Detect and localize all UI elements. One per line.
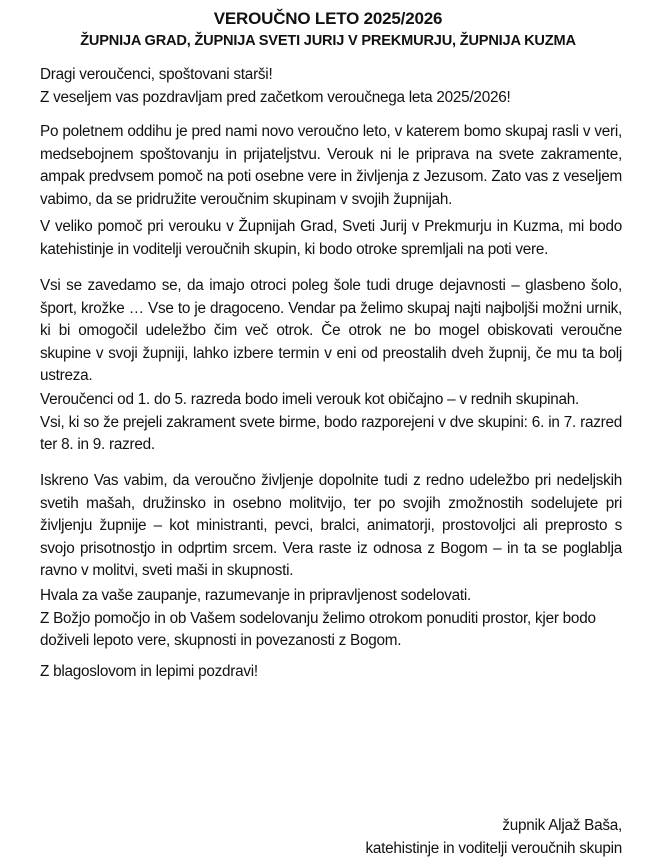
paragraph-catechists: V veliko pomoč pri verouku v Župnijah Grad, Sveti Jurij v Prekmurju in Kuzma, mi bodo katehistinje in voditelji veroučnih skupin, ki bodo otroke spremljali na poti vere. — [40, 218, 622, 258]
greeting-welcome: Z veseljem vas pozdravljam pred začetkom veroučnega leta 2025/2026! — [40, 88, 511, 106]
paragraph-invitation: Iskreno Vas vabim, da veroučno življenje dopolnite tudi z redno udeležbo pri nedeljskih svetih mašah, družinsko in osebno molitvijo, ter po svojih zmožnostih sodelujete pri življenju župnije – kot ministranti, pevci, bralci, animatorji, prostovoljci ali preprosto s svojo prisotnostjo in odprtim srcem. Vera raste iz odnosa z Bogom – in ta se poglablja ravno v molitvi, sveti maši in skupnosti. — [40, 472, 622, 580]
greeting-salutation: Dragi veroučenci, spoštovani starši! — [40, 66, 273, 83]
signature-priest: župnik Aljaž Baša, — [502, 817, 622, 834]
paragraph-intro: Po poletnem oddihu je pred nami novo veroučno leto, v katerem bomo skupaj rasli v veri, medsebojnem spoštovanju in prijateljstvu. Verouk ni le priprava na svete zakramente, ampak predvsem pomoč na poti osebne vere in življenja z Jezusom. Zato vas z veseljem vabimo, da se pridružite veroučnim skupinam v svojih župnijah. — [40, 123, 622, 208]
groups-lower-grades: Veroučenci od 1. do 5. razreda bodo imeli verouk kot običajno – v rednih skupinah. — [40, 391, 580, 408]
groups-confirmed: Vsi, ki so že prejeli zakrament svete birme, bodo razporejeni v dve skupini: 6. in 7. razred ter 8. in 9. razred. — [40, 413, 622, 454]
document-title: VEROUČNO LETO 2025/2026 — [213, 9, 443, 28]
paragraph-groups — [40, 389, 622, 457]
signature-team: katehistinje in voditelji veroučnih skupin — [365, 839, 622, 857]
paragraph-thanks — [40, 585, 622, 653]
document-subtitle: ŽUPNIJA GRAD, ŽUPNIJA SVETI JURIJ V PREKMURJU, ŽUPNIJA KUZMA — [80, 33, 576, 49]
greeting — [40, 64, 622, 109]
thanks-line: Hvala za vaše zaupanje, razumevanje in pripravljenost sodelovati. — [40, 587, 472, 604]
signature-block — [366, 815, 623, 860]
thanks-hope: Z Božjo pomočjo in ob Vašem sodelovanju želimo otrokom ponuditi prostor, kjer bodo doživeli lepoto vere, skupnosti in povezanosti z Bogom. — [40, 609, 596, 650]
closing-greeting: Z blagoslovom in lepimi pozdravi! — [40, 663, 258, 680]
paragraph-schedule: Vsi se zavedamo se, da imajo otroci poleg šole tudi druge dejavnosti – glasbeno šolo, šport, krožke … Vse to je dragoceno. Vendar pa želimo skupaj najti najboljši možni urnik, ki bi omogočil udeležbo čim več otrok. Če otrok ne bo mogel obiskovati veroučne skupine v svoji župniji, lahko izbere termin v eni od preostalih dveh župnij, če mu ta bolj ustreza. — [40, 277, 622, 385]
